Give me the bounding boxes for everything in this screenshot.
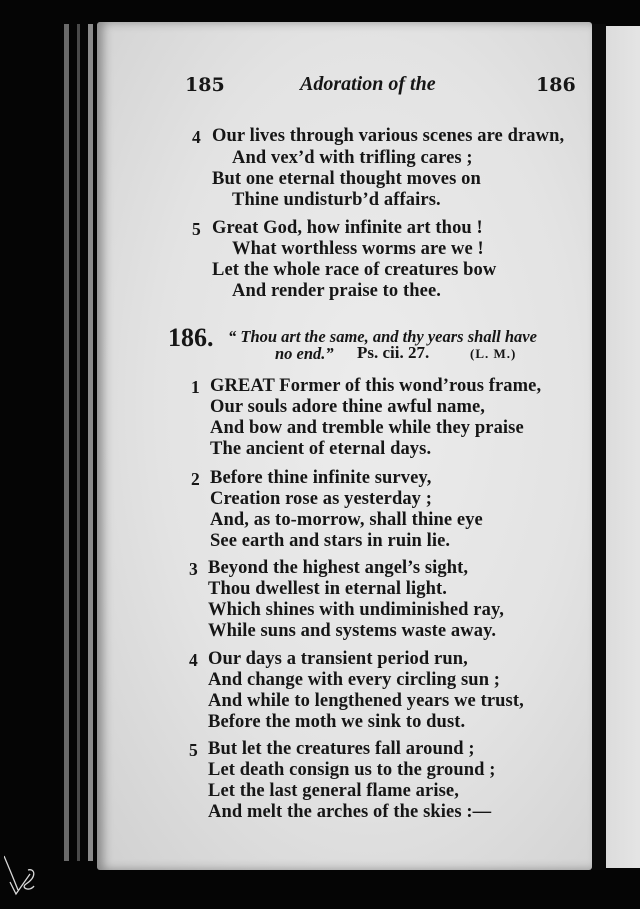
page-edge-stripe	[64, 24, 69, 861]
hymn-title-line1: “ Thou art the same, and thy years shall have	[228, 327, 537, 346]
right-page-number: 186	[536, 74, 576, 96]
page-edge-stripe	[88, 24, 93, 861]
verse-line: While suns and systems waste away.	[208, 621, 497, 641]
verse-line: See earth and stars in ruin lie.	[210, 531, 451, 551]
scripture-reference: Ps. cii. 27.	[357, 343, 430, 362]
next-page-edge	[606, 26, 640, 868]
verse-line: And vex’d with trifling cares ;	[232, 148, 473, 168]
stanza-number: 5	[189, 740, 198, 760]
verse-line: Which shines with undiminished ray,	[208, 600, 504, 620]
verse-line: But let the creatures fall around ;	[208, 739, 475, 759]
verse-line: GREAT Former of this wond’rous frame,	[210, 376, 542, 396]
verse-line: And, as to-morrow, shall thine eye	[210, 510, 483, 530]
verse-line: And while to lengthened years we trust,	[208, 691, 524, 711]
verse-line: The ancient of eternal days.	[210, 439, 432, 459]
verse-line: Before thine infinite survey,	[210, 468, 432, 488]
verse-line: And render praise to thee.	[232, 281, 441, 301]
handwritten-scribble-icon	[4, 850, 44, 900]
verse-line: Great God, how infinite art thou !	[212, 218, 483, 238]
verse-line: Our souls adore thine awful name,	[210, 397, 486, 417]
left-page-number: 185	[185, 74, 225, 96]
running-head: Adoration of the	[300, 73, 436, 95]
stanza-number: 3	[189, 559, 198, 579]
verse-line: And melt the arches of the skies :—	[208, 802, 492, 822]
verse-line: Before the moth we sink to dust.	[208, 712, 466, 732]
verse-line: Let the whole race of creatures bow	[212, 260, 497, 280]
verse-line: Let death consign us to the ground ;	[208, 760, 496, 780]
stanza-number: 1	[191, 377, 200, 397]
verse-line: Thine undisturb’d affairs.	[232, 190, 441, 210]
verse-line: Beyond the highest angel’s sight,	[208, 558, 469, 578]
verse-line: But one eternal thought moves on	[212, 169, 481, 189]
page-edge-stripe	[77, 24, 80, 861]
book-gutter	[592, 24, 606, 870]
verse-line: And change with every circling sun ;	[208, 670, 501, 690]
stanza-number: 2	[191, 469, 200, 489]
verse-line: Creation rose as yesterday ;	[210, 489, 433, 509]
verse-line: Our lives through various scenes are drawn,	[212, 126, 565, 146]
hymn-meter: (L. M.)	[470, 346, 517, 361]
hymn-title-line2: no end.”	[275, 344, 334, 363]
stanza-number: 5	[192, 219, 201, 239]
verse-line: Thou dwellest in eternal light.	[208, 579, 447, 599]
verse-line: Our days a transient period run,	[208, 649, 468, 669]
hymn-number: 186.	[168, 323, 214, 352]
verse-line: And bow and tremble while they praise	[210, 418, 524, 438]
verse-line: What worthless worms are we !	[232, 239, 484, 259]
stanza-number: 4	[192, 127, 201, 147]
verse-line: Let the last general flame arise,	[208, 781, 459, 801]
stanza-number: 4	[189, 650, 198, 670]
